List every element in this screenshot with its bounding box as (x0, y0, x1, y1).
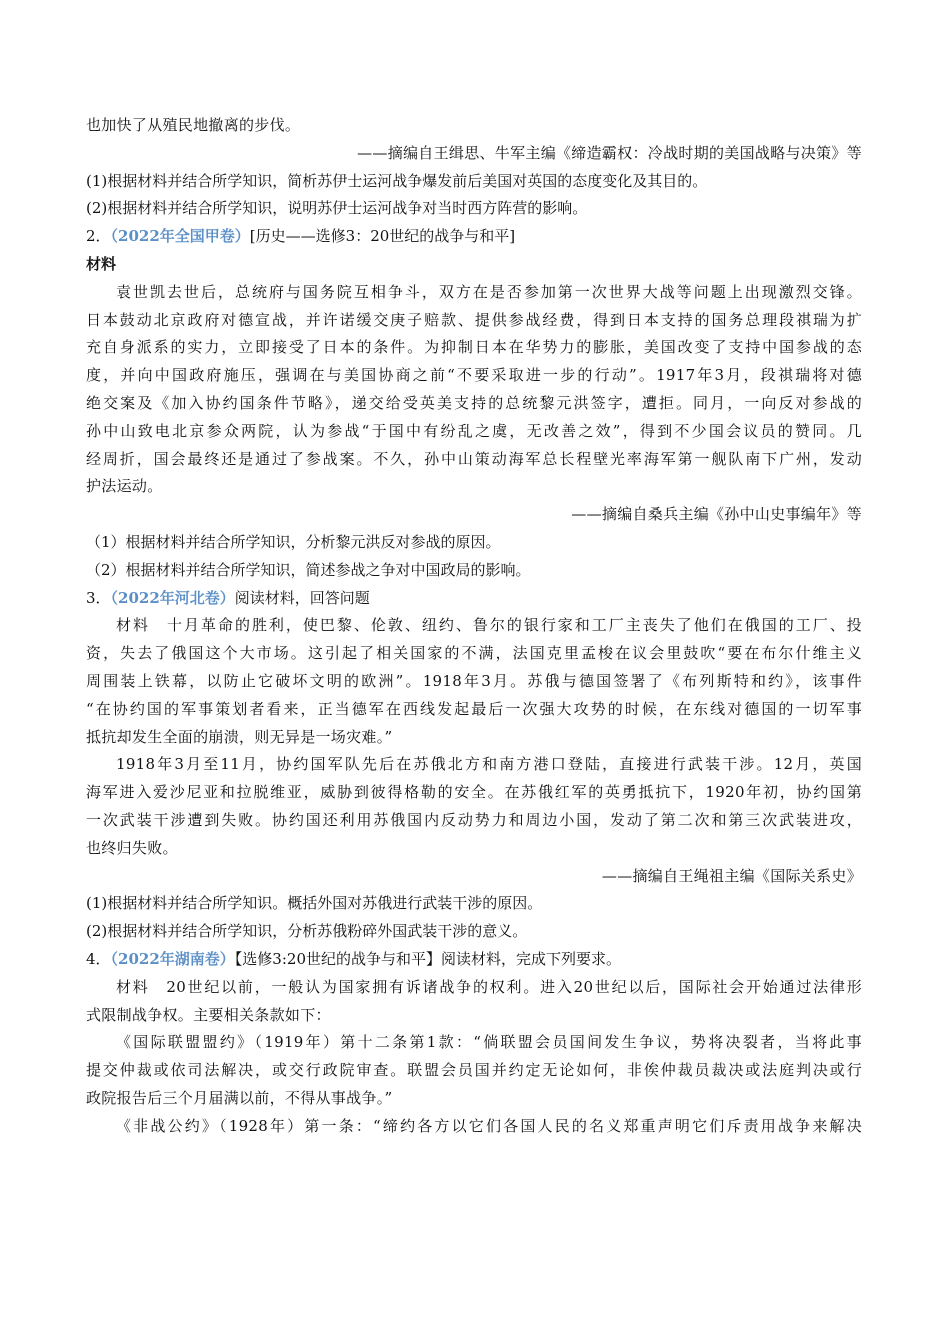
paragraph-line: 袁世凯去世后，总统府与国务院互相争斗，双方在是否参加第一次世界大战等问题上出现激烈交锋。 (116, 282, 862, 301)
paragraph-line: 经周折，国会最终还是通过了参战案。不久，孙中山策动海军总长程壁光率海军第一舰队南下广州，发动 (86, 449, 862, 468)
exam-source-tag: （2022年河北卷） (110, 588, 235, 607)
paragraph-line: 也终归失败。 (86, 838, 178, 857)
question-title: 【选修3:20世纪的战争与和平】阅读材料，完成下列要求。 (234, 949, 621, 968)
question-heading (86, 223, 862, 251)
paragraph-line: 政院报告后三个月届满以前，不得从事战争。” (86, 1088, 393, 1107)
question-item: （1）根据材料并结合所学知识，分析黎元洪反对参战的原因。 (86, 532, 501, 551)
question-item: (1)根据材料并结合所学知识，简析苏伊士运河战争爆发前后美国对英国的态度变化及其目的。 (86, 171, 708, 190)
question-heading (86, 946, 862, 974)
paragraph-line: 《国际联盟盟约》（1919年）第十二条第1款：“倘联盟会员国间发生争议，势将决裂者，当将此事 (116, 1033, 862, 1052)
paragraph-line: “在协约国的军事策划者看来，正当德军在西线发起最后一次强大攻势的时候，在东线对德国的一切军事 (86, 699, 862, 718)
paragraph-line: 材料 十月革命的胜利，使巴黎、伦敦、纽约、鲁尔的银行家和工厂主丧失了他们在俄国的工厂、投 (116, 616, 862, 635)
material-label: 材料 (86, 254, 117, 273)
question-item: （2）根据材料并结合所学知识，简述参战之争对中国政局的影响。 (86, 560, 531, 579)
question-item: (2)根据材料并结合所学知识，分析苏俄粉碎外国武装干涉的意义。 (86, 922, 528, 941)
question-heading (86, 585, 862, 613)
question-number: 2． (86, 227, 111, 246)
paragraph-line: 1918年3月至11月，协约国军队先后在苏俄北方和南方港口登陆，直接进行武装干涉。12月，英国 (116, 755, 862, 774)
paragraph-line: 绝交案及《加入协约国条件节略》，递交给受英美支持的总统黎元洪签字，遭拒。同月，一向反对参战的 (86, 393, 862, 412)
exam-source-tag: （2022年全国甲卷） (110, 227, 250, 246)
paragraph-line: 抵抗却发生全面的崩溃，则无异是一场灾难。” (86, 727, 393, 746)
source-citation: ——摘编自桑兵主编《孙中山史事编年》等 (571, 505, 862, 524)
paragraph-line: 海军进入爱沙尼亚和拉脱维亚，威胁到彼得格勒的安全。在苏俄红军的英勇抵抗下，1920年初，协约国第 (86, 783, 862, 802)
question-title: 阅读材料，回答问题 (234, 588, 370, 607)
source-citation: ——摘编自王缉思、牛军主编《缔造霸权：冷战时期的美国战略与决策》等 (357, 143, 862, 162)
paragraph-line: 度，并向中国政府施压，强调在与美国协商之前“不要采取进一步的行动”。1917年3月，段祺瑞将对德 (86, 366, 862, 385)
paragraph-line: 《非战公约》（1928年）第一条：“缔约各方以它们各国人民的名义郑重声明它们斥责用战争来解决 (116, 1116, 862, 1135)
paragraph-line: 资，失去了俄国这个大市场。这引起了相关国家的不满，法国克里孟梭在议会里鼓吹“要在布尔什维主义 (86, 644, 862, 663)
question-title: [历史——选修3：20世纪的战争与和平] (249, 227, 516, 246)
paragraph-line: 充自身派系的实力，立即接受了日本的条件。为抑制日本在华势力的膨胀，美国改变了支持中国参战的态 (86, 338, 862, 357)
question-item: (1)根据材料并结合所学知识。概括外国对苏俄进行武装干涉的原因。 (86, 894, 543, 913)
paragraph-line: 材料 20世纪以前，一般认为国家拥有诉诸战争的权利。进入20世纪以后，国际社会开始通过法律形 (116, 977, 862, 996)
question-number: 3． (86, 588, 111, 607)
question-number: 4． (86, 949, 111, 968)
paragraph-line: 日本鼓动北京政府对德宣战，并许诺缓交庚子赔款、提供参战经费，得到日本支持的国务总理段祺瑞为扩 (86, 310, 862, 329)
document-page (86, 112, 862, 1140)
paragraph-line: 护法运动。 (86, 477, 163, 496)
paragraph-line: 也加快了从殖民地撤离的步伐。 (86, 116, 301, 134)
source-citation: ——摘编自王绳祖主编《国际关系史》 (601, 866, 862, 885)
exam-source-tag: （2022年湖南卷） (110, 949, 235, 968)
paragraph-line: 周围装上铁幕，以防止它破坏文明的欧洲”。1918年3月。苏俄与德国签署了《布列斯特和约》，该事件 (86, 671, 862, 690)
paragraph-line: 孙中山致电北京参众两院，认为参战“于国中有纷乱之虞，无改善之效”，得到不少国会议员的赞同。几 (86, 421, 862, 440)
question-item: (2)根据材料并结合所学知识，说明苏伊士运河战争对当时西方阵营的影响。 (86, 199, 588, 218)
paragraph-line: 提交仲裁或依司法解决，或交行政院审查。联盟会员国并约定无论如何，非俟仲裁员裁决或法庭判决或行 (86, 1061, 862, 1080)
paragraph-line: 一次武装干涉遭到失败。协约国还利用苏俄国内反动势力和周边小国，发动了第二次和第三次武装进攻， (86, 810, 862, 829)
paragraph-line: 式限制战争权。主要相关条款如下： (86, 1005, 331, 1024)
